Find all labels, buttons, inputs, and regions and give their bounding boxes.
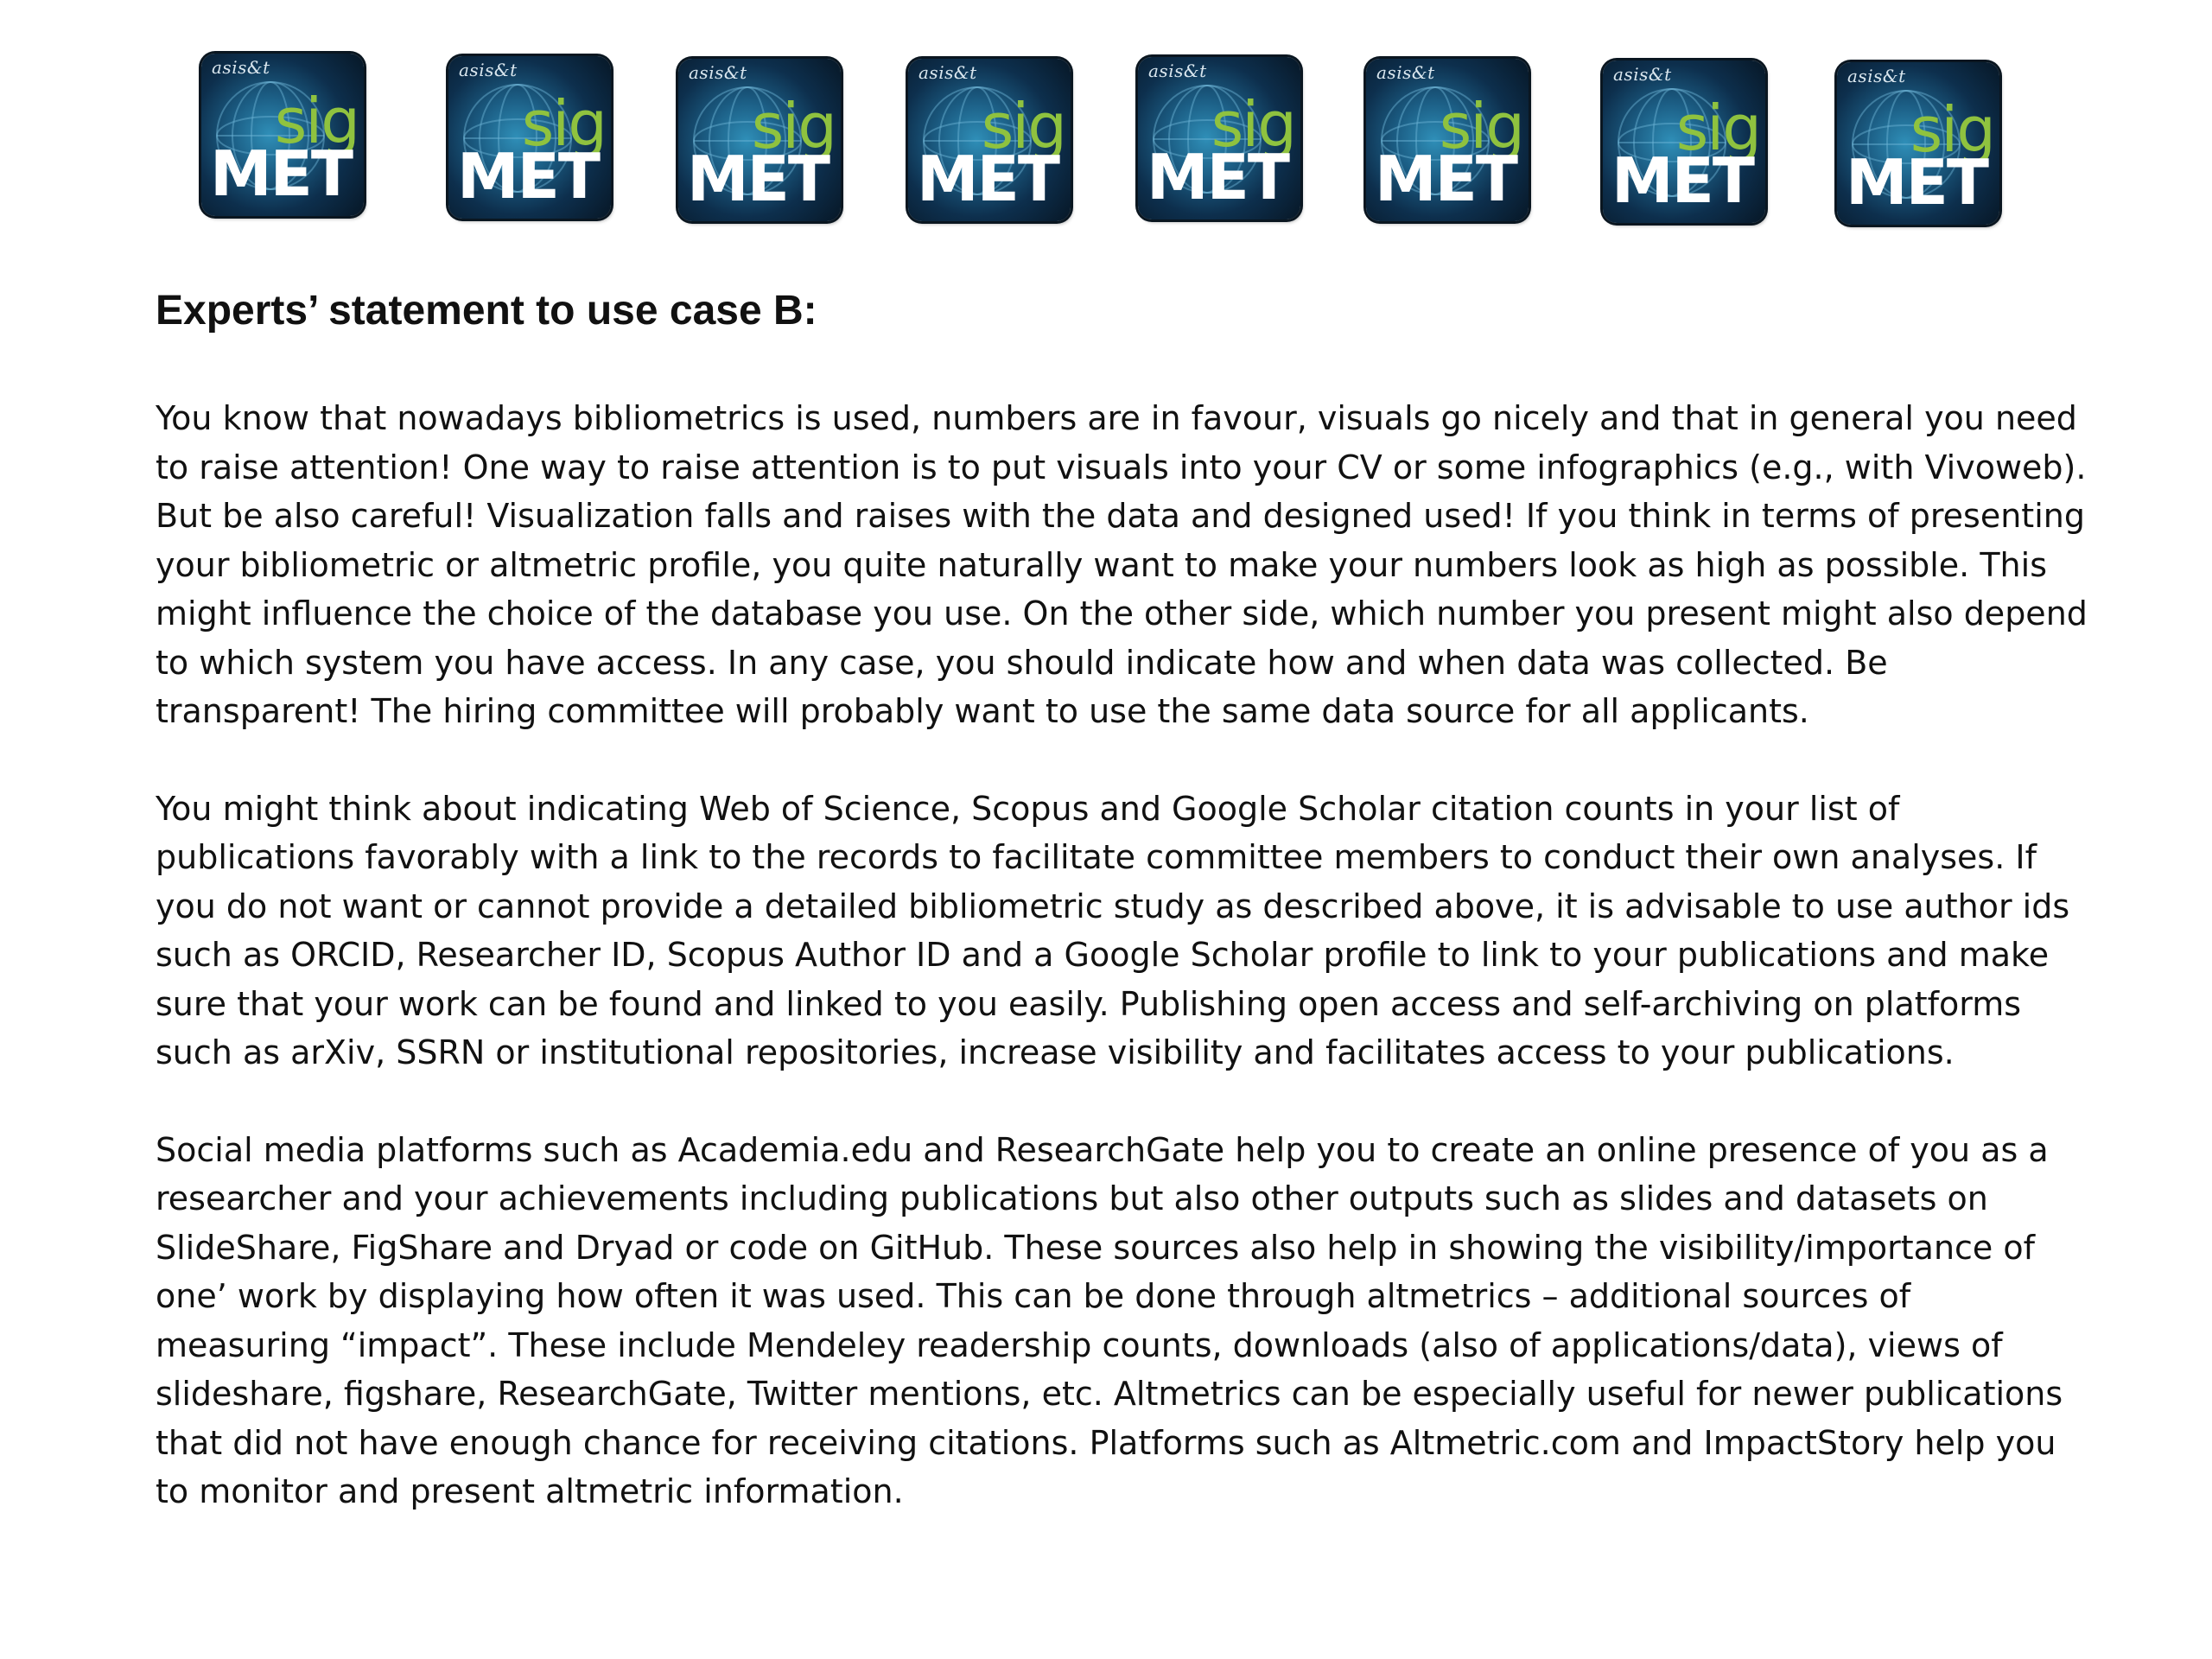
page-title: Experts’ statement to use case B: <box>156 288 817 334</box>
logo-asist-text: asis&t <box>1613 64 1672 85</box>
logo-met-text: MET <box>210 137 352 210</box>
document-body <box>156 285 2091 1565</box>
logo-sig-text: sig <box>751 90 836 162</box>
sigmet-logo-icon <box>1603 60 1765 223</box>
logo-asist-text: asis&t <box>689 62 747 83</box>
sigmet-logo-icon <box>1138 57 1300 219</box>
logo-met-text: MET <box>687 143 829 215</box>
logo-met-text: MET <box>1147 141 1288 213</box>
paragraph-3: Social media platforms such as Academia.edu and ResearchGate help you to create an online presence of you as a researcher and your achievements including publications but also other outputs such as slides and datasets on SlideShare, FigShare and Dryad or code on GitHub. These sources also help in showing the visibility/importance of one’ work by displaying how often it was used. This can be done through altmetrics – additional sources of measuring “impact”. These include Mendeley readership counts, downloads (also of applications/data), views of slideshare, figshare, ResearchGate, Twitter mentions, etc. Altmetrics can be especially useful for newer publications that did not have enough chance for receiving citations. Platforms such as Altmetric.com and ImpactStory help you to monitor and present altmetric information. <box>156 1130 2063 1510</box>
logo-sig-text: sig <box>981 90 1065 162</box>
sigmet-logo-icon <box>1366 59 1529 221</box>
logo-sig-text: sig <box>274 85 359 157</box>
sigmet-logo-icon <box>908 59 1071 221</box>
logo-sig-text: sig <box>1439 90 1523 162</box>
logo-asist-text: asis&t <box>1847 66 1906 86</box>
logo-sig-text: sig <box>521 87 606 160</box>
logo-met-text: MET <box>1846 146 1987 219</box>
paragraph-2: You might think about indicating Web of Science, Scopus and Google Scholar citation counts in your list of publications favorably with a link to the records to facilitate committee members to conduct their own analyses. If you do not want or cannot provide a detailed bibliometric study as described above, it is advisable to use author ids such as ORCID, Researcher ID, Scopus Author ID and a Google Scholar profile to link to your publications and make sure that your work can be found and linked to you easily. Publishing open access and self-archiving on platforms such as arXiv, SSRN or institutional repositories, increase visibility and facilitates access to your publications. <box>156 789 2070 1071</box>
logo-asist-text: asis&t <box>1148 60 1207 81</box>
logo-asist-text: asis&t <box>459 60 518 80</box>
logo-asist-text: asis&t <box>212 57 270 78</box>
sigmet-logo-icon <box>201 54 364 216</box>
paragraph-1: You know that nowadays bibliometrics is used, numbers are in favour, visuals go nicely and that in general you need to raise attention! One way to raise attention is to put visuals into your CV or some infographics (e.g., with Vivoweb). But be also careful! Visualization falls and raises with the data and designed used! If you think in terms of presenting your bibliometric or altmetric profile, you quite naturally want to make your numbers look as high as possible. This might influence the choice of the database you use. On the other side, which number you present might also depend to which system you have access. In any case, you should indicate how and when data was collected. Be transparent! The hiring committee will probably want to use the same data source for all applicants. <box>156 399 2088 730</box>
logo-met-text: MET <box>917 143 1058 215</box>
logo-met-text: MET <box>1375 143 1516 215</box>
logo-sig-text: sig <box>1211 88 1295 161</box>
logo-sig-text: sig <box>1910 93 1994 166</box>
logo-row <box>0 0 2212 233</box>
sigmet-logo-icon <box>678 59 841 221</box>
logo-asist-text: asis&t <box>918 62 977 83</box>
logo-sig-text: sig <box>1675 92 1760 164</box>
logo-met-text: MET <box>457 140 599 213</box>
logo-asist-text: asis&t <box>1376 62 1435 83</box>
sigmet-logo-icon <box>1837 62 1999 225</box>
logo-met-text: MET <box>1611 144 1753 217</box>
sigmet-logo-icon <box>448 56 611 219</box>
